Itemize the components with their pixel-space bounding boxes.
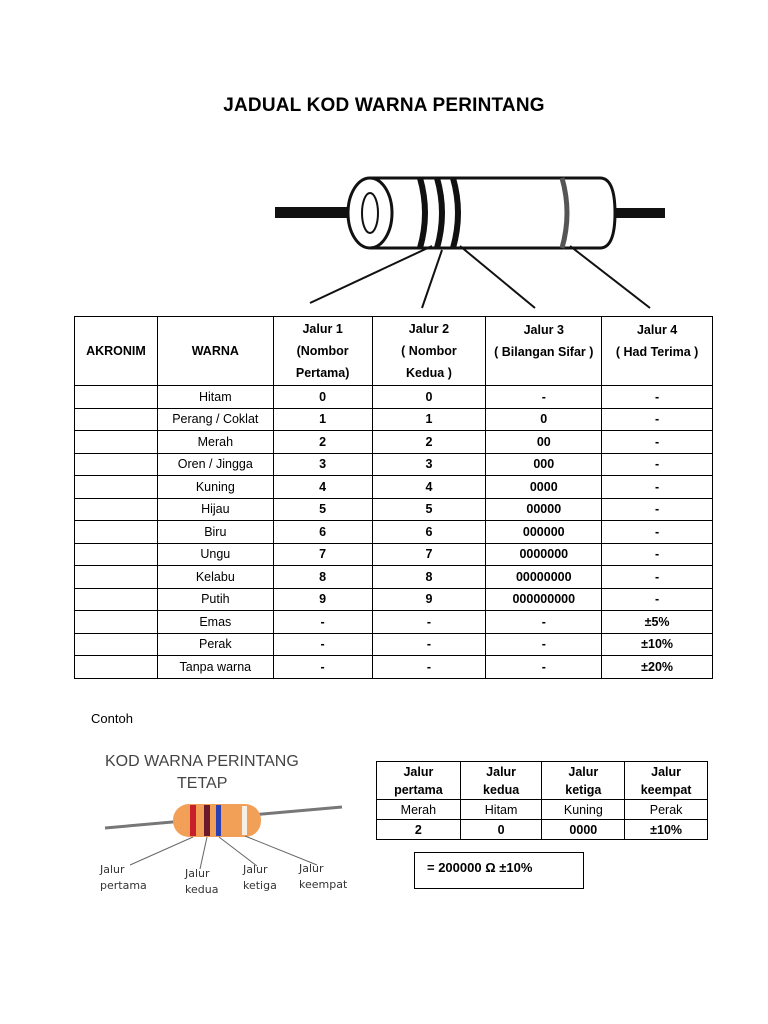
table-header-row: [75, 317, 713, 386]
header-warna: WARNA: [157, 317, 273, 386]
cell-warna: Hijau: [157, 498, 273, 521]
document-title: JADUAL KOD WARNA PERINTANG: [223, 95, 545, 116]
example-label-3b: ketiga: [243, 879, 277, 892]
example-value-4: ±10%: [625, 820, 708, 840]
cell-jalur-3: 000000: [486, 521, 602, 544]
header-jalur-1: Jalur 1 (Nombor Pertama): [273, 317, 372, 386]
example-color-1: Merah: [377, 800, 461, 820]
cell-jalur-2: 8: [372, 566, 486, 589]
header-akronim: AKRONIM: [75, 317, 158, 386]
example-value-1: 2: [377, 820, 461, 840]
cell-warna: Perak: [157, 633, 273, 656]
example-label-4b: keempat: [299, 878, 348, 891]
cell-jalur-3: -: [486, 611, 602, 634]
example-label-1a: Jalur: [100, 863, 125, 876]
cell-jalur-4: -: [602, 588, 713, 611]
example-value-row: [377, 820, 708, 840]
cell-jalur-1: 7: [273, 543, 372, 566]
example-label-1b: pertama: [100, 879, 147, 892]
cell-akronim: [75, 566, 158, 589]
cell-warna: Kelabu: [157, 566, 273, 589]
cell-jalur-4: -: [602, 408, 713, 431]
cell-jalur-1: 9: [273, 588, 372, 611]
table-row: [75, 543, 713, 566]
table-row: [75, 656, 713, 679]
table-row: [75, 498, 713, 521]
cell-jalur-3: 0: [486, 408, 602, 431]
example-color-4: Perak: [625, 800, 708, 820]
example-header-1: Jalur pertama: [377, 762, 461, 800]
example-band-1: [190, 805, 196, 836]
cell-akronim: [75, 408, 158, 431]
cell-jalur-4: -: [602, 476, 713, 499]
example-band-4: [242, 806, 247, 835]
example-table: [376, 761, 708, 840]
result-box: = 200000 Ω ±10%: [414, 852, 584, 889]
cell-jalur-4: -: [602, 566, 713, 589]
cell-warna: Merah: [157, 431, 273, 454]
resistor-diagram: [270, 160, 670, 310]
example-band-3: [216, 805, 221, 836]
cell-jalur-1: 8: [273, 566, 372, 589]
cell-jalur-3: -: [486, 386, 602, 409]
table-row: [75, 408, 713, 431]
cell-akronim: [75, 453, 158, 476]
cell-jalur-2: -: [372, 611, 486, 634]
example-value-3: 0000: [542, 820, 625, 840]
cell-warna: Perang / Coklat: [157, 408, 273, 431]
example-image-title-1: KOD WARNA PERINTANG: [105, 753, 299, 770]
example-image-title-2: TETAP: [177, 775, 228, 792]
color-code-table: [74, 316, 713, 679]
cell-akronim: [75, 611, 158, 634]
example-header-3: Jalur ketiga: [542, 762, 625, 800]
cell-jalur-1: 2: [273, 431, 372, 454]
cell-warna: Emas: [157, 611, 273, 634]
cell-jalur-3: 00000000: [486, 566, 602, 589]
table-row: [75, 386, 713, 409]
cell-jalur-4: -: [602, 431, 713, 454]
example-color-2: Hitam: [460, 800, 542, 820]
cell-jalur-1: 0: [273, 386, 372, 409]
example-label-2a: Jalur: [185, 867, 210, 880]
example-band-2: [204, 805, 210, 836]
cell-jalur-3: -: [486, 633, 602, 656]
cell-warna: Oren / Jingga: [157, 453, 273, 476]
example-color-3: Kuning: [542, 800, 625, 820]
cell-akronim: [75, 656, 158, 679]
cell-jalur-4: -: [602, 498, 713, 521]
cell-jalur-1: -: [273, 633, 372, 656]
table-row: [75, 611, 713, 634]
cell-jalur-2: 3: [372, 453, 486, 476]
cell-akronim: [75, 521, 158, 544]
cell-jalur-1: -: [273, 656, 372, 679]
example-header-4: Jalur keempat: [625, 762, 708, 800]
example-label-3a: Jalur: [243, 863, 268, 876]
cell-jalur-4: ±10%: [602, 633, 713, 656]
cell-jalur-4: -: [602, 543, 713, 566]
cell-jalur-4: ±20%: [602, 656, 713, 679]
cell-jalur-2: -: [372, 633, 486, 656]
example-resistor-image: [95, 745, 355, 905]
example-label-4a: Jalur: [299, 862, 324, 875]
cell-jalur-2: 2: [372, 431, 486, 454]
cell-jalur-4: ±5%: [602, 611, 713, 634]
cell-jalur-3: -: [486, 656, 602, 679]
cell-akronim: [75, 431, 158, 454]
cell-akronim: [75, 498, 158, 521]
cell-jalur-3: 0000: [486, 476, 602, 499]
resistor-body: [370, 178, 615, 248]
cell-jalur-3: 000: [486, 453, 602, 476]
cell-jalur-2: 1: [372, 408, 486, 431]
header-jalur-2: Jalur 2 ( Nombor Kedua ): [372, 317, 486, 386]
cell-warna: Biru: [157, 521, 273, 544]
example-header-row: [377, 762, 708, 800]
table-row: [75, 566, 713, 589]
example-color-row: [377, 800, 708, 820]
cell-jalur-2: 7: [372, 543, 486, 566]
cell-jalur-1: 1: [273, 408, 372, 431]
cell-jalur-1: 5: [273, 498, 372, 521]
example-value-2: 0: [460, 820, 542, 840]
cell-jalur-1: 3: [273, 453, 372, 476]
table-row: [75, 588, 713, 611]
table-row: [75, 431, 713, 454]
cell-warna: Hitam: [157, 386, 273, 409]
contoh-label: Contoh: [91, 711, 133, 726]
table-row: [75, 633, 713, 656]
cell-akronim: [75, 386, 158, 409]
cell-jalur-2: 6: [372, 521, 486, 544]
cell-jalur-3: 00: [486, 431, 602, 454]
cell-akronim: [75, 476, 158, 499]
cell-jalur-1: -: [273, 611, 372, 634]
cell-jalur-3: 00000: [486, 498, 602, 521]
header-jalur-4: Jalur 4 ( Had Terima ): [602, 317, 713, 386]
cell-akronim: [75, 543, 158, 566]
example-header-2: Jalur kedua: [460, 762, 542, 800]
cell-jalur-1: 6: [273, 521, 372, 544]
cell-jalur-1: 4: [273, 476, 372, 499]
cell-jalur-2: 9: [372, 588, 486, 611]
example-label-2b: kedua: [185, 883, 219, 896]
cell-jalur-2: -: [372, 656, 486, 679]
cell-jalur-2: 5: [372, 498, 486, 521]
cell-warna: Ungu: [157, 543, 273, 566]
cell-warna: Putih: [157, 588, 273, 611]
cell-jalur-3: 000000000: [486, 588, 602, 611]
table-row: [75, 476, 713, 499]
cell-jalur-3: 0000000: [486, 543, 602, 566]
table-row: [75, 521, 713, 544]
cell-jalur-2: 4: [372, 476, 486, 499]
cell-warna: Kuning: [157, 476, 273, 499]
cell-jalur-2: 0: [372, 386, 486, 409]
cell-warna: Tanpa warna: [157, 656, 273, 679]
cell-jalur-4: -: [602, 521, 713, 544]
cell-akronim: [75, 633, 158, 656]
header-jalur-3: Jalur 3 ( Bilangan Sifar ): [486, 317, 602, 386]
cell-jalur-4: -: [602, 453, 713, 476]
cell-jalur-4: -: [602, 386, 713, 409]
cell-akronim: [75, 588, 158, 611]
table-row: [75, 453, 713, 476]
